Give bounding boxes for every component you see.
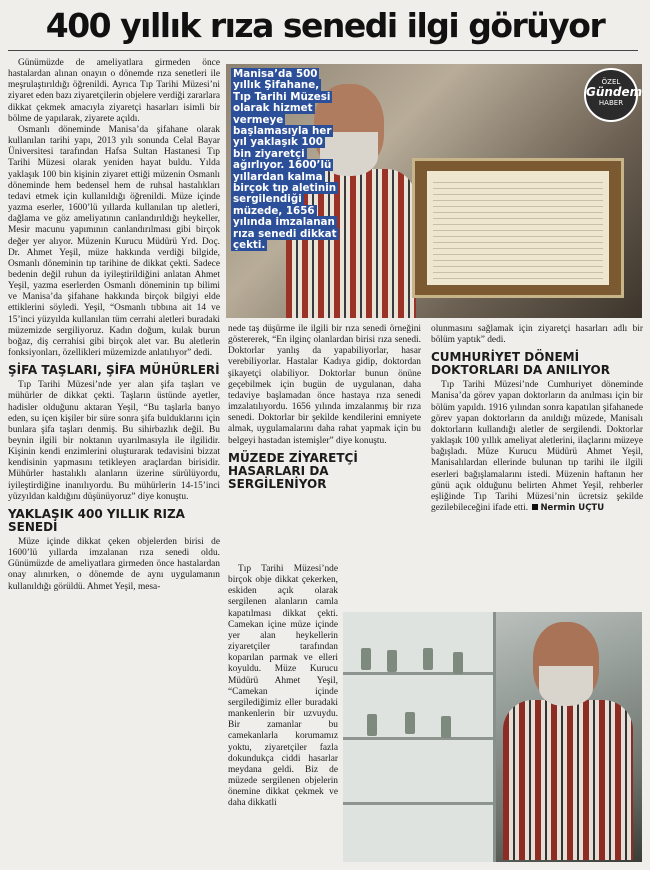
paragraph: Tıp Tarihi Müzesi’nde Cumhuriyet döneminde Manisa’da görev yapan doktorların da anılması için bir bölüm yapıldı. 1916 yılından sonra kapatılan şifahanede görev yapan doktorların da anıldığı müzede, Manisalı doktorların kullandığı aletler de sergilendi. Doktorlar yaklaşık 100 yıllık ameliyat aletlerini, ilaçlarını müzeye bağışladı. Müze Kurucu Müdürü Ahmet Yeşil, Manisalılardan ellerinde bulunan tıp tarihi ile ilgili eserleri bağışlamalarını istedi. Müzenin haftanın her günü açık olduğunu belirten Ahmet Yeşil, rehberler eşliğinde Tıp Tarihi Müzesi’nin ücretsiz şekilde gezilebileceğini ifade etti. Nermin UÇTU: [431, 380, 643, 514]
paragraph: Tıp Tarihi Müzesi’nde birçok obje dikkat çekerken, eskiden açık olarak sergilenen alanların camla kapatılması dikkat çekti. Camekan içine müze içinde yer alan heykellerin ziyaretçiler tarafından koparılan parmak ve elleri koyuldu. Müze Kurucu Müdürü Ahmet Yeşil, “Camekan içinde sergilediğimiz eller buradaki mankenlerin bir uzvuydu. Bir zamanlar bu camekanlarla korumamız yoktu, ziyaretçiler fazla dokundukça ciddi hasarlar meydana geldi. Biz de müzede sergilenen objelerin önemine dikkat çekmek ve daha dikkatli: [228, 564, 338, 809]
photo-man-with-framed-document: [226, 64, 642, 318]
column-1: [8, 58, 220, 864]
subheading-ziyaretci-hasarlari: MÜZEDE ZİYARETÇİ HASARLARI DA SERGİLENİYOR: [228, 450, 358, 491]
subheading-sifa-taslari: ŞİFA TAŞLARI, ŞİFA MÜHÜRLERİ: [8, 363, 220, 378]
badge-top: ÖZEL: [601, 78, 621, 86]
framed-consent-document: [412, 158, 624, 298]
headline: 400 yıllık rıza senedi ilgi görüyor: [45, 6, 605, 45]
paragraph: Günümüzde de ameliyatlara girmeden önce hastalardan alınan onayın o dönemde rıza senetleri ile meşrulaştırıldığı öğrenildi. Ayrıca Tıp Tarihi Müzesi’ni ziyaret eden bazı ziyaretçilerin objelere verdiği zararlara dikkat çekmek amacıyla ziyaretçi hasarları isimli bir bölme de yapılarak, ziyarete açıldı.: [8, 58, 220, 124]
badge-bottom: HABER: [598, 99, 624, 107]
badge-middle: Gündem: [586, 85, 642, 99]
display-cabinet: [343, 612, 496, 862]
headline-rule: [8, 50, 638, 51]
column-2-top: [228, 324, 421, 494]
ozel-gundem-haber-badge: [584, 68, 642, 122]
paragraph: Tıp Tarihi Müzesi’nde yer alan şifa taşları ve mühürler de dikkat çekti. Taşların üstünde ayetler, hadisler olduğunu aktaran Yeşil, “Bu taşlarla banyo eden, su içen kişiler bir süre sonra şifa bulduklarını için bunlara şifa taşları denmiş. Bu sihirbazlık değil. Bu beynin ilgili bir noktanın uyarılmasıyla ile ilgilidir. Kişinin kendi enzimlerini oluşturarak tedavisini bizzat kendisinin yapmasını tetikleyen araçlardan birisidir. Mühürler hastalıklı alanların üzerine sürülüyordu, iyileştirdiğine inanılıyordu. Bu mühürlerin 14-15’inci yüzyıldan kaldığını düşünüyoruz” diye konuştu.: [8, 380, 220, 502]
photo-man-at-display-cabinet: [343, 612, 642, 862]
paragraph: Osmanlı döneminde Manisa’da şifahane olarak kullanılan tarihi yapı, 2013 yılı sonunda Celal Bayar Üniversitesi tarafından Hafsa Sultan Hastanesi Tıp Tarihi Müzesi olarak yeniden hayat buldu. Yılda yaklaşık 100 bin kişinin ziyaret ettiği müzenin Osmanlı döneminde hem bedensel hem de ruhsal hastalıkları tedavi etmek için kullanıldığı öğrenildi. Müze içinde yazma eserler, 1600’lü yıllarda kullanılan tıp aletleri, dağlama ve göz ameliyatının canlandırıldığı heykeller, Mesir macunu yapımının canlandırılması gibi birçok değer yer alıyor. Müzenin Kurucu Müdürü Yrd. Doç. Dr. Ahmet Yeşil, müze hakkında verdiği bilgide, Osmanlı döneminin tıp tarihine de dikkat çekti. Sadece bedenin değil ruhun da iyileştirildiğini anlatan Ahmet Yeşil, yazma eserlerden Osmanlı döneminin tıp bilimi ve Manisa’da şifahane hakkında birçok bilgiyi elde ettiklerini söyledi. Yeşil, “Osmanlı tıbbına ait 14 ve 15’inci yüzyılda kullanılan tüm cerrahi aletleri buradaki müzemizde sergiliyoruz. Kadın doğum, kulak burun boğaz, diş cerrahisi gibi birçok alet var. Bu aletlerin fonksiyonları, özellikleri müzemizde anlatılıyor” dedi.: [8, 124, 220, 359]
byline: Nermin UÇTU: [540, 503, 605, 514]
museum-director-figure-2: [503, 622, 642, 862]
byline-square-icon: [532, 504, 538, 510]
paragraph: nede taş düşürme ile ilgili bir rıza senedi örneğini göstererek, “En ilginç olanlardan birisi rıza senedi. Doktorlar yanlış da yapabiliyorlar, hasar verebiliyorlar. Hastalar Kadıya gidip, doktordan şikayetçi olabiliyor. Doktorlar bunun önüne geçebilmek için bugün de uygulanan, daha tedaviye başlamadan önce hastaya rıza senedi imzalatılıyordu. 1656 yılında imzalanmış bir rıza senedi. Doktorlar bir şekilde kendilerini emniyete almak, uygulamalarını daha rahat yapmak için bu belgeyi hastadan istemişler” diye konuştu.: [228, 324, 421, 446]
paragraph: Müze içinde dikkat çeken objelerden birisi de 1600’lü yıllarda imzalanan rıza senedi oldu. Günümüzde de ameliyatlara girmeden önce hastalardan onay alınırken, o dönemde de aynı uygulamanın kullanıldığı görüldü. Ahmet Yeşil, mesa-: [8, 536, 220, 592]
column-3: [431, 324, 643, 514]
subheading-riza-senedi: YAKLAŞIK 400 YILLIK RIZA SENEDİ: [8, 506, 185, 534]
paragraph: olunmasını sağlamak için ziyaretçi hasarları adlı bir bölüm yaptık” dedi.: [431, 324, 643, 346]
photo-caption: Manisa’da 500 yıllık Şifahane, Tıp Tarihi Müzesi olarak hizmet vermeye başlamasıyla her yıl yaklaşık 100 bin ziyaretçi ağırlıyor. 1600’lü yıllardan kalma birçok tıp aletinin sergilendiği müzede, 1656 yılında imzalanan rıza senedi dikkat çekti.: [233, 68, 337, 252]
subheading-cumhuriyet-donemi: CUMHURİYET DÖNEMİ DOKTORLARI DA ANILIYOR: [431, 350, 610, 378]
